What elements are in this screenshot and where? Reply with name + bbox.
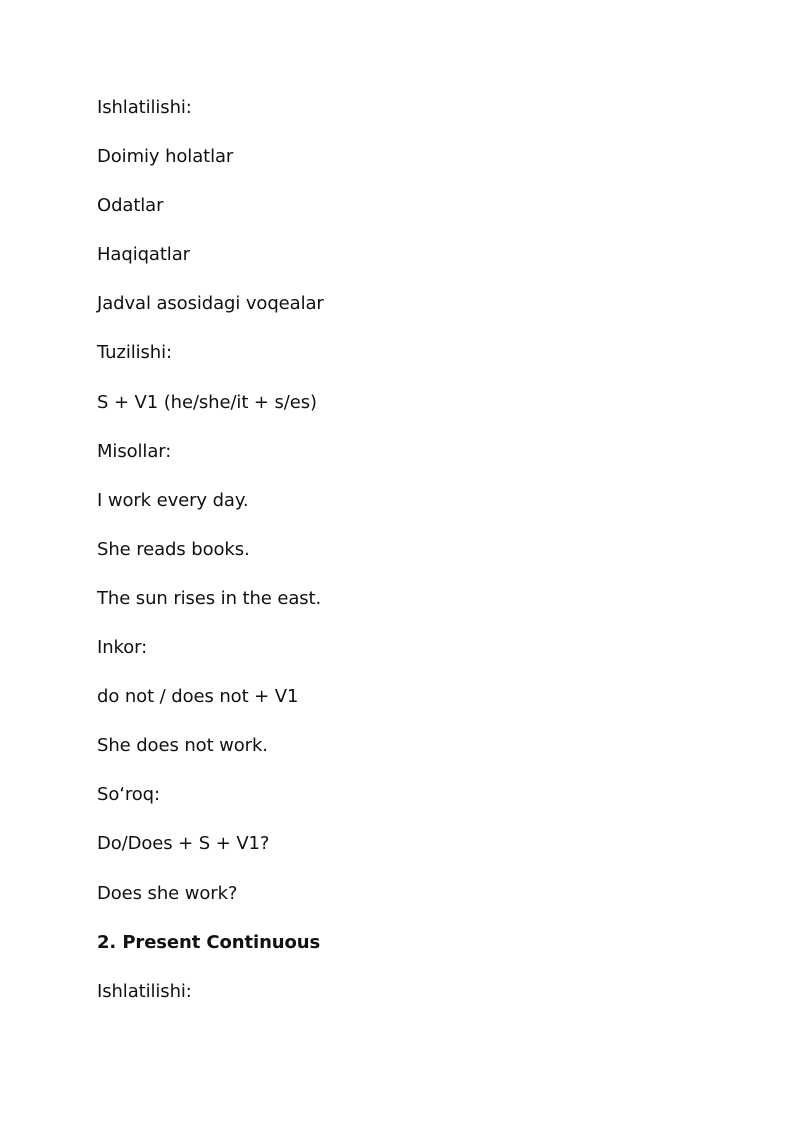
- negative-heading: Inkor:: [97, 637, 148, 659]
- example-sentence: I work every day.: [97, 489, 249, 511]
- question-heading: So‘roq:: [97, 784, 160, 806]
- examples-heading: Misollar:: [97, 440, 172, 462]
- section-heading-present-continuous: 2. Present Continuous: [97, 931, 321, 953]
- structure-heading: Tuzilishi:: [97, 342, 172, 364]
- structure-formula: S + V1 (he/she/it + s/es): [97, 391, 317, 413]
- usage-item-habits: Odatlar: [97, 195, 164, 217]
- usage-heading: Ishlatilishi:: [97, 980, 192, 1002]
- question-example: Does she work?: [97, 882, 238, 904]
- question-formula: Do/Does + S + V1?: [97, 833, 270, 855]
- example-sentence: She reads books.: [97, 538, 250, 560]
- usage-heading: Ishlatilishi:: [97, 97, 192, 118]
- usage-item-scheduled-events: Jadval asosidagi voqealar: [97, 293, 324, 315]
- usage-item-facts: Haqiqatlar: [97, 244, 190, 266]
- usage-item-permanent-states: Doimiy holatlar: [97, 146, 234, 168]
- negative-example: She does not work.: [97, 735, 268, 757]
- example-sentence: The sun rises in the east.: [97, 587, 322, 609]
- document-body: [97, 95, 717, 1028]
- negative-formula: do not / does not + V1: [97, 686, 299, 708]
